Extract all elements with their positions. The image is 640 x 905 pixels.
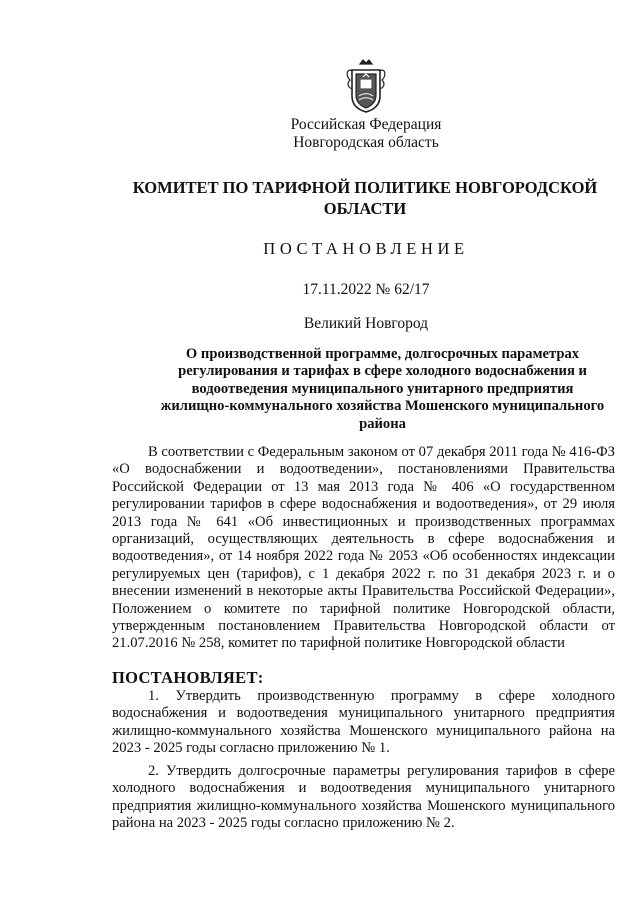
region-name: Новгородская область: [293, 134, 439, 151]
city-name: Великий Новгород: [303, 315, 429, 332]
committee-title: КОМИТЕТ ПО ТАРИФНОЙ ПОЛИТИКЕ НОВГОРОДСКОЙ ОБЛАСТИ: [132, 178, 598, 218]
item-1-paragraph: 1. Утвердить производственную программу в сфере холодного водоснабжения и водоотведения муниципального унитарного предприятия жилищно-коммунального хозяйства Мошенского муниципального района на 2023 - 2025 годы согласно приложению № 1.: [112, 688, 615, 757]
country-name: Российская Федерация: [290, 116, 442, 133]
item-2-paragraph: 2. Утвердить долгосрочные параметры регулирования тарифов в сфере холодного водоснабжения и водоотведения муниципального унитарного предприятия жилищно-коммунального хозяйства Мошенского муниципального района на 2023 - 2025 годы согласно приложению № 2.: [112, 763, 615, 832]
coat-of-arms-icon: [343, 58, 389, 114]
document-subject: О производственной программе, долгосрочных параметрах регулирования и тарифах в сфере холодного водоснабжения и водоотведения муниципального унитарного предприятия жилищно-коммунального хозяйства Мошенского муниципального района: [160, 346, 605, 432]
date-number: 17.11.2022 № 62/17: [302, 281, 430, 298]
resolves-heading: ПОСТАНОВЛЯЕТ:: [112, 668, 264, 687]
legal-basis-paragraph: В соответствии с Федеральным законом от 07 декабря 2011 года № 416-ФЗ «О водоснабжении и водоотведении», постановлениями Правительства Российской Федерации от 13 мая 2013 года № 406 «О государственном регулировании тарифов в сфере водоснабжения и водоотведения», от 29 июля 2013 года № 641 «Об инвестиционных и производственных программах организаций, осуществляющих деятельность в сфере водоснабжения и водоотведения», от 14 ноября 2022 года № 2053 «Об особенностях индексации регулируемых цен (тарифов), с 1 декабря 2022 г. по 31 декабря 2023 г. и о внесении изменений в некоторые акты Правительства Российской Федерации», Положением о комитете по тарифной политике Новгородской области, утвержденным постановлением Правительства Новгородской области от 21.07.2016 № 258, комитет по тарифной политике Новгородской области: [112, 444, 615, 652]
document-type: ПОСТАНОВЛЕНИЕ: [263, 239, 469, 258]
